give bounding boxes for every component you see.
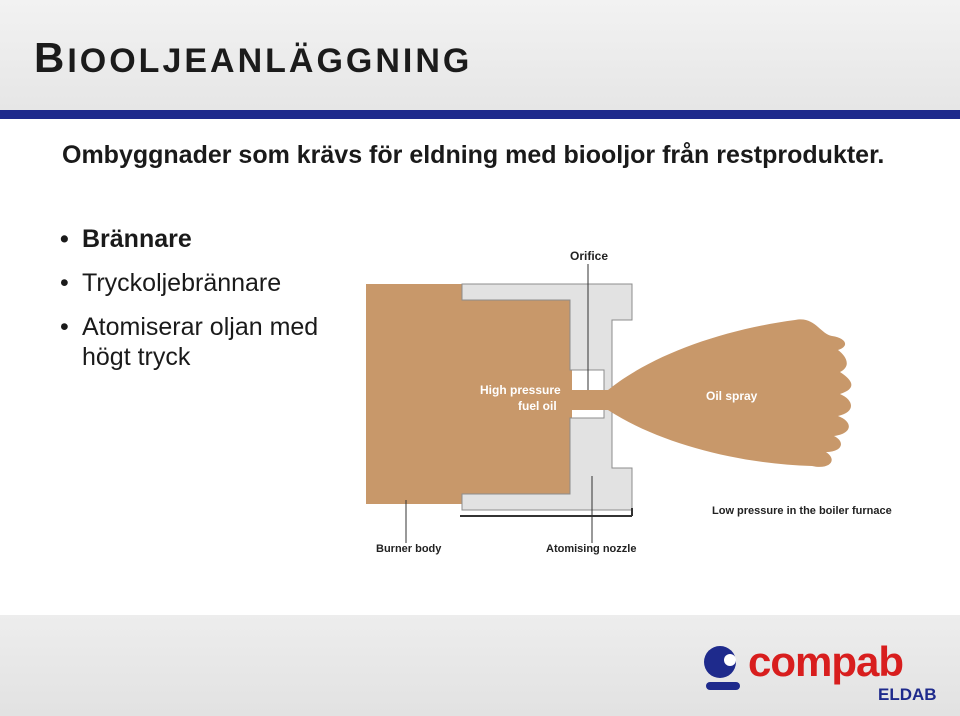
- logo-blue-bar: [706, 682, 740, 690]
- bullet-item: [60, 312, 360, 372]
- bullet-list: [60, 224, 360, 386]
- lead-text: Ombyggnader som krävs för eldning med biooljor från restprodukter.: [62, 141, 885, 169]
- bullet-text: Tryckoljebrännare: [82, 269, 282, 297]
- label-fuel-oil: fuel oil: [518, 399, 557, 413]
- bullet-text: Atomiserar oljan med högt tryck: [82, 313, 319, 371]
- bullet-item: [60, 268, 360, 298]
- label-low-pressure: Low pressure in the boiler furnace: [712, 505, 892, 517]
- header-band: [0, 0, 960, 110]
- bullet-dot: •: [60, 269, 69, 297]
- bullet-text: Brännare: [82, 225, 192, 253]
- bullet-item: [60, 224, 360, 254]
- slide-title: [34, 34, 472, 82]
- bullet-dot: •: [60, 313, 69, 341]
- title-initial: B: [34, 34, 68, 81]
- bullet-dot: •: [60, 225, 69, 253]
- logo-eldab-text: ELDAB: [878, 685, 937, 704]
- label-oil-spray: Oil spray: [706, 389, 758, 403]
- logo-white-dot: [724, 654, 736, 666]
- label-orifice: Orifice: [570, 249, 609, 263]
- label-high-pressure: High pressure: [480, 383, 561, 397]
- burner-diagram: [360, 238, 920, 568]
- label-burner-body: Burner body: [376, 543, 442, 555]
- logo-compab-text: compab: [748, 638, 904, 685]
- title-rule: [0, 110, 960, 119]
- orifice-gap: [570, 390, 612, 410]
- label-atomising-nozzle: Atomising nozzle: [546, 543, 637, 555]
- title-rest: IOOLJEANLÄGGNING: [67, 42, 473, 80]
- compab-eldab-logo: [700, 630, 950, 710]
